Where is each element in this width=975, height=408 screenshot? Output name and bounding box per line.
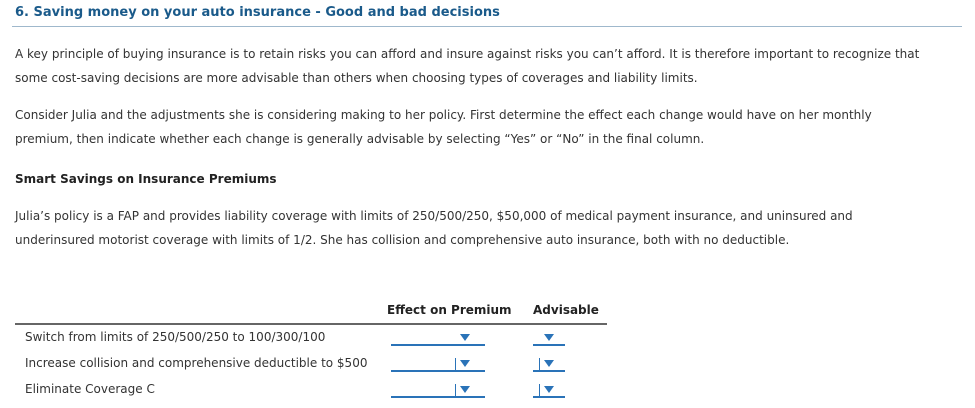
policy-line-1: Julia’s policy is a FAP and provides liability coverage with limits of 250/500/250, $50,000 of medical payment insurance, and uninsured and xyxy=(15,209,853,223)
question-heading: 6. Saving money on your auto insurance - Good and bad decisions xyxy=(15,5,500,20)
effect-dropdown-coverage-c[interactable] xyxy=(391,382,485,398)
policy-paragraph xyxy=(15,204,960,252)
intro-line-1: A key principle of buying insurance is to retain risks you can afford and insure against risks you can’t afford. It is therefore important to recognize that xyxy=(15,47,920,61)
advisable-dropdown-deductible[interactable] xyxy=(533,356,565,372)
advisable-dropdown-coverage-c[interactable] xyxy=(533,382,565,398)
chevron-down-icon xyxy=(544,386,554,393)
instructions-paragraph xyxy=(15,103,960,151)
column-header-advisable: Advisable xyxy=(533,303,599,317)
dropdown-separator xyxy=(455,358,456,370)
advisable-dropdown-limits[interactable] xyxy=(533,330,565,346)
dropdown-separator xyxy=(539,384,540,396)
intro-line-2: some cost-saving decisions are more advisable than others when choosing types of coverages and liability limits. xyxy=(15,71,698,85)
chevron-down-icon xyxy=(544,334,554,341)
section-subheading: Smart Savings on Insurance Premiums xyxy=(15,172,277,186)
heading-divider xyxy=(12,26,962,27)
chevron-down-icon xyxy=(460,334,470,341)
instructions-line-2: premium, then indicate whether each change is generally advisable by selecting “Yes” or “No” in the final column. xyxy=(15,132,705,146)
chevron-down-icon xyxy=(460,360,470,367)
dropdown-separator xyxy=(539,358,540,370)
table-header-rule xyxy=(15,323,607,325)
column-header-effect: Effect on Premium xyxy=(387,303,512,317)
policy-line-2: underinsured motorist coverage with limits of 1/2. She has collision and comprehensive auto insurance, both with no deductible. xyxy=(15,233,790,247)
chevron-down-icon xyxy=(544,360,554,367)
chevron-down-icon xyxy=(460,386,470,393)
row-label-coverage-c: Eliminate Coverage C xyxy=(25,382,155,396)
instructions-line-1: Consider Julia and the adjustments she is considering making to her policy. First determine the effect each change would have on her monthly xyxy=(15,108,872,122)
effect-dropdown-limits[interactable] xyxy=(391,330,485,346)
intro-paragraph xyxy=(15,42,960,90)
dropdown-separator xyxy=(455,384,456,396)
effect-dropdown-deductible[interactable] xyxy=(391,356,485,372)
row-label-limits: Switch from limits of 250/500/250 to 100/300/100 xyxy=(25,330,326,344)
row-label-deductible: Increase collision and comprehensive deductible to $500 xyxy=(25,356,368,370)
